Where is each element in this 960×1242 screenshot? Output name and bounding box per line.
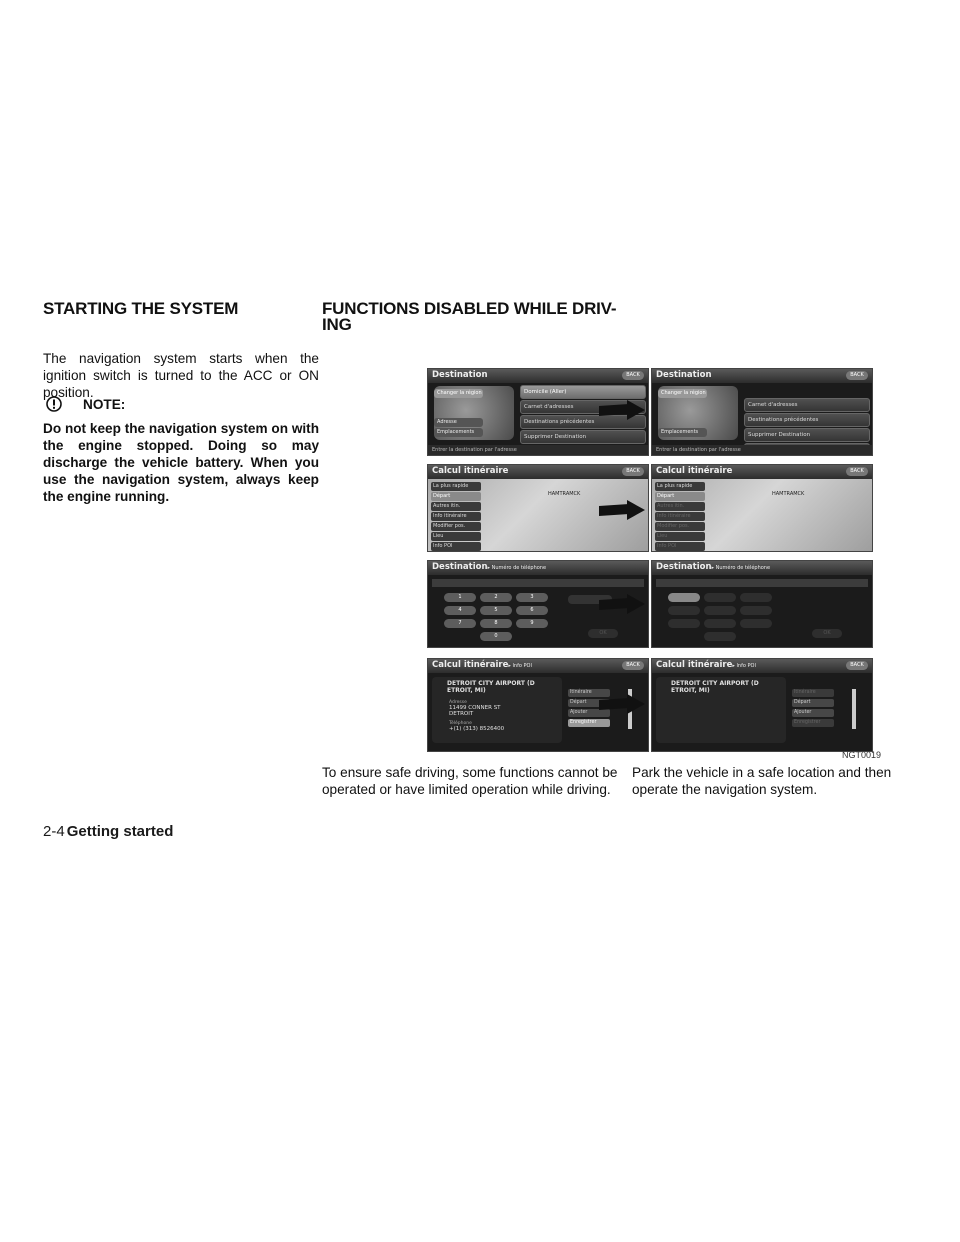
key-5 <box>704 606 736 615</box>
option-delete: Supprimer Destination <box>520 430 646 444</box>
menu-poi-info: Info POI <box>431 542 481 551</box>
key-9 <box>740 619 772 628</box>
arrow-icon <box>599 400 645 420</box>
figure-id: NGT0019 <box>841 750 881 760</box>
screen-phone-disabled <box>651 560 873 648</box>
poi-button-start: Départ <box>568 699 610 707</box>
menu-poi-info: Info POI <box>655 542 705 551</box>
figure-functions-disabled <box>347 358 921 758</box>
key-8: 8 <box>480 619 512 628</box>
poi-address-label: Adresse <box>449 700 467 705</box>
poi-button-route: Itinéraire <box>792 689 834 697</box>
menu-fastest: La plus rapide <box>655 482 705 491</box>
back-button: BACK <box>846 661 868 670</box>
key-0 <box>704 632 736 641</box>
safe-driving-paragraph: To ensure safe driving, some functions cannot be operated or have limited operation while driving. <box>322 765 618 797</box>
map-label: HAMTRAMCK <box>772 491 805 497</box>
screen-title: Calcul itinéraire▸ Info POI <box>656 660 756 670</box>
screen-route-disabled <box>651 464 873 552</box>
section-heading-disabled-line1: FUNCTIONS DISABLED WHILE DRIV- <box>322 299 617 318</box>
section-heading-starting: STARTING THE SYSTEM <box>43 299 239 318</box>
page-number: 2-4 <box>43 823 65 840</box>
option-home: Domicile (Aller) <box>520 385 646 399</box>
section-name: Getting started <box>66 823 174 840</box>
poi-button-add: Ajouter <box>792 709 834 717</box>
option-previous: Destinations précédentes <box>744 413 870 427</box>
intro-paragraph: The navigation system starts when the ignition switch is turned to the ACC or ON position. <box>43 351 319 400</box>
screen-footer: Entrer la destination par l'adresse <box>652 445 872 455</box>
key-2: 2 <box>480 593 512 602</box>
poi-address: 11499 CONNER ST DETROIT <box>449 705 501 717</box>
key-2 <box>704 593 736 602</box>
key-6 <box>740 606 772 615</box>
note-label: NOTE: <box>83 397 126 412</box>
back-button: BACK <box>622 371 644 380</box>
poi-name: DETROIT CITY AIRPORT (D ETROIT, MI) <box>671 680 759 694</box>
key-7: 7 <box>444 619 476 628</box>
option-address-book: Carnet d'adresses <box>744 398 870 412</box>
poi-details <box>656 677 786 743</box>
menu-edit-pos: Modifier pos. <box>431 522 481 531</box>
option-region: Changer la région <box>658 389 707 398</box>
screen-title: Destination <box>432 370 488 380</box>
option-previous: Destinations précédentes <box>520 415 646 429</box>
poi-name: DETROIT CITY AIRPORT (D ETROIT, MI) <box>447 680 535 694</box>
screen-title: Destination <box>656 370 712 380</box>
back-button: BACK <box>622 467 644 476</box>
back-button: BACK <box>622 661 644 670</box>
option-places: Emplacements <box>434 428 483 437</box>
poi-button-save: Enregistrer <box>568 719 610 727</box>
screen-title: Calcul itinéraire <box>656 466 733 476</box>
screen-footer: Entrer la destination par l'adresse <box>428 445 648 455</box>
arrow-icon <box>599 694 645 714</box>
key-4 <box>668 606 700 615</box>
screen-poi-disabled <box>651 658 873 752</box>
key-3: 3 <box>516 593 548 602</box>
screen-title: Destination▸ Numéro de téléphone <box>656 562 771 572</box>
poi-button-route: Itinéraire <box>568 689 610 697</box>
key-0: 0 <box>480 632 512 641</box>
poi-phone: +(1) (313) 8526400 <box>449 726 505 732</box>
menu-edit-pos: Modifier pos. <box>655 522 705 531</box>
menu-start: Départ <box>655 492 705 501</box>
page-footer <box>43 823 173 840</box>
menu-route-info: Info itinéraire <box>431 512 481 521</box>
menu-route-info: Info itinéraire <box>655 512 705 521</box>
option-delete: Supprimer Destination <box>744 428 870 442</box>
key-9: 9 <box>516 619 548 628</box>
ok-button: OK <box>588 629 618 638</box>
option-region: Changer la région <box>434 389 483 398</box>
poi-button-start: Départ <box>792 699 834 707</box>
back-button: BACK <box>846 371 868 380</box>
menu-start: Départ <box>431 492 481 501</box>
screen-title: Destination▸ Numéro de téléphone <box>432 562 547 572</box>
menu-fastest: La plus rapide <box>431 482 481 491</box>
menu-other-routes: Autres itin. <box>431 502 481 511</box>
screen-title: Calcul itinéraire▸ Info POI <box>432 660 532 670</box>
arrow-icon <box>599 500 645 520</box>
option-places: Emplacements <box>658 428 707 437</box>
key-3 <box>740 593 772 602</box>
key-4: 4 <box>444 606 476 615</box>
key-1: 1 <box>444 593 476 602</box>
back-button: BACK <box>846 467 868 476</box>
park-vehicle-paragraph: Park the vehicle in a safe location and then operate the navigation system. <box>632 765 892 797</box>
poi-button-save: Enregistrer <box>792 719 834 727</box>
key-6: 6 <box>516 606 548 615</box>
key-1 <box>668 593 700 602</box>
key-8 <box>704 619 736 628</box>
ok-button: OK <box>812 629 842 638</box>
section-heading-disabled-line2: ING <box>322 315 352 334</box>
warning-icon <box>46 396 62 412</box>
note-text: Do not keep the navigation system on with the engine stopped. Doing so may discharge the vehicle battery. When you use the navigation system, always keep the engine running. <box>43 421 319 504</box>
map-label: HAMTRAMCK <box>548 491 581 497</box>
screen-title: Calcul itinéraire <box>432 466 509 476</box>
menu-other-routes: Autres itin. <box>655 502 705 511</box>
option-address-book: Carnet d'adresses <box>520 400 646 414</box>
arrow-icon <box>599 594 645 614</box>
key-5: 5 <box>480 606 512 615</box>
menu-place: Lieu <box>431 532 481 541</box>
menu-place: Lieu <box>655 532 705 541</box>
screen-destination-disabled <box>651 368 873 456</box>
option-address: Adresse <box>434 418 483 427</box>
poi-button-add: Ajouter <box>568 709 610 717</box>
key-7 <box>668 619 700 628</box>
poi-details <box>432 677 562 743</box>
poi-phone-label: Téléphone <box>449 721 472 726</box>
